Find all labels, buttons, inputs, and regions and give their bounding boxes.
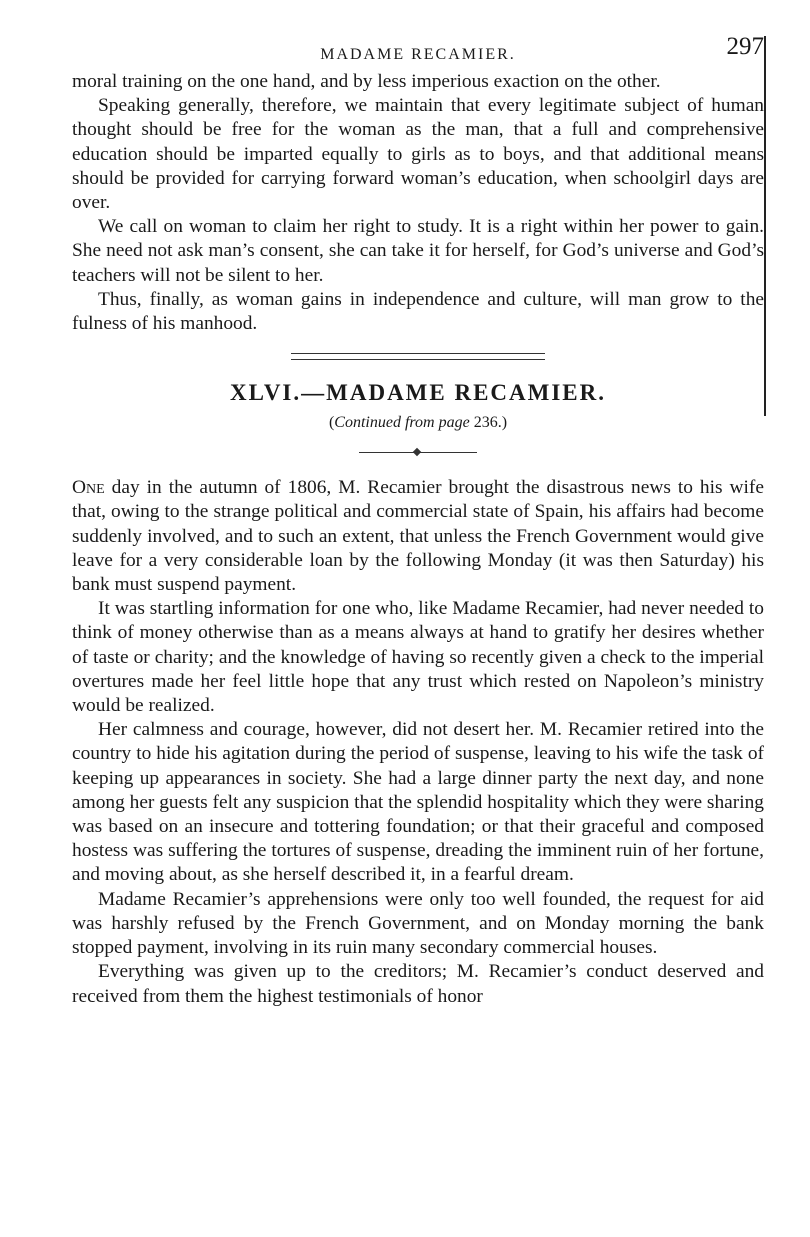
continued-note: (Continued from page 236.): [328, 414, 508, 432]
paragraph: We call on woman to claim her right to study. It is a right within her power to gain. She need not ask man’s consent, she can take it for herself, for God’s universe and God’s teachers will not be silent to her.: [72, 216, 764, 286]
paragraph: [72, 476, 764, 597]
paragraph: moral training on the one hand, and by less imperious exaction on the other.: [72, 71, 661, 92]
paragraph: Everything was given up to the creditors; M. Recamier’s conduct deserved and received from them the highest testimonials of honor: [72, 961, 764, 1007]
paragraph: Thus, finally, as woman gains in independence and culture, will man grow to the fulness of his manhood.: [72, 288, 764, 335]
running-title: MADAME RECAMIER.: [320, 46, 516, 63]
previous-section-text: [72, 70, 764, 336]
page-number: 297: [726, 33, 764, 60]
drop-word: One: [72, 477, 105, 499]
paragraph: Speaking generally, therefore, we maintain that every legitimate subject of human thought should be free for the woman as the man, that a full and comprehensive education should be imparted equally to girls as to boys, and that additional means should be provided for carrying forward woman’s education, when schoolgirl days are over.: [72, 95, 764, 214]
paragraph: It was startling information for one who, like Madame Recamier, had never needed to think of money otherwise than as a means always at hand to gratify her desires whether of taste or charity; and the knowledge of having so recently given a check to the imperial overtures made her feel little hope that any trust which rested on Napoleon’s ministry would be realized.: [72, 598, 764, 717]
continued-label: Continued from page: [334, 414, 470, 432]
chapter-text: [72, 476, 764, 1008]
book-page: [72, 34, 764, 1009]
running-head: [72, 34, 764, 70]
paragraph: Her calmness and courage, however, did not desert her. M. Recamier retired into the country to hide his agitation during the period of suspense, leaving to his wife the task of keeping up appearances in society. She had a large dinner party the next day, and none among her guests felt any suspicion that the splendid hospitality which they were sharing was based on an insecure and tottering foundation; or that their graceful and composed hostess was suffering the tortures of suspense, dreading the imminent ruin of her fortune, and moving about, as she herself described it, in a fearful dream.: [72, 719, 764, 886]
section-divider: [291, 353, 545, 360]
continued-page: 236.: [473, 414, 502, 432]
margin-rule: [764, 36, 766, 416]
chapter-title: XLVI.—MADAME RECAMIER.: [229, 380, 607, 406]
paragraph-body: day in the autumn of 1806, M. Recamier brought the disastrous news to his wife that, owing to the strange political and commercial state of Spain, his affairs had become suddenly involved, and to such an extent, that unless the French Government would give leave for a very considerable loan by the following Monday (it was then Saturday) his bank must suspend payment.: [72, 477, 764, 596]
ornamental-rule: [359, 448, 477, 456]
paragraph: Madame Recamier’s apprehensions were only too well founded, the request for aid was harshly refused by the French Government, and on Monday morning the bank stopped payment, involving in its ruin many secondary commercial houses.: [72, 888, 764, 959]
